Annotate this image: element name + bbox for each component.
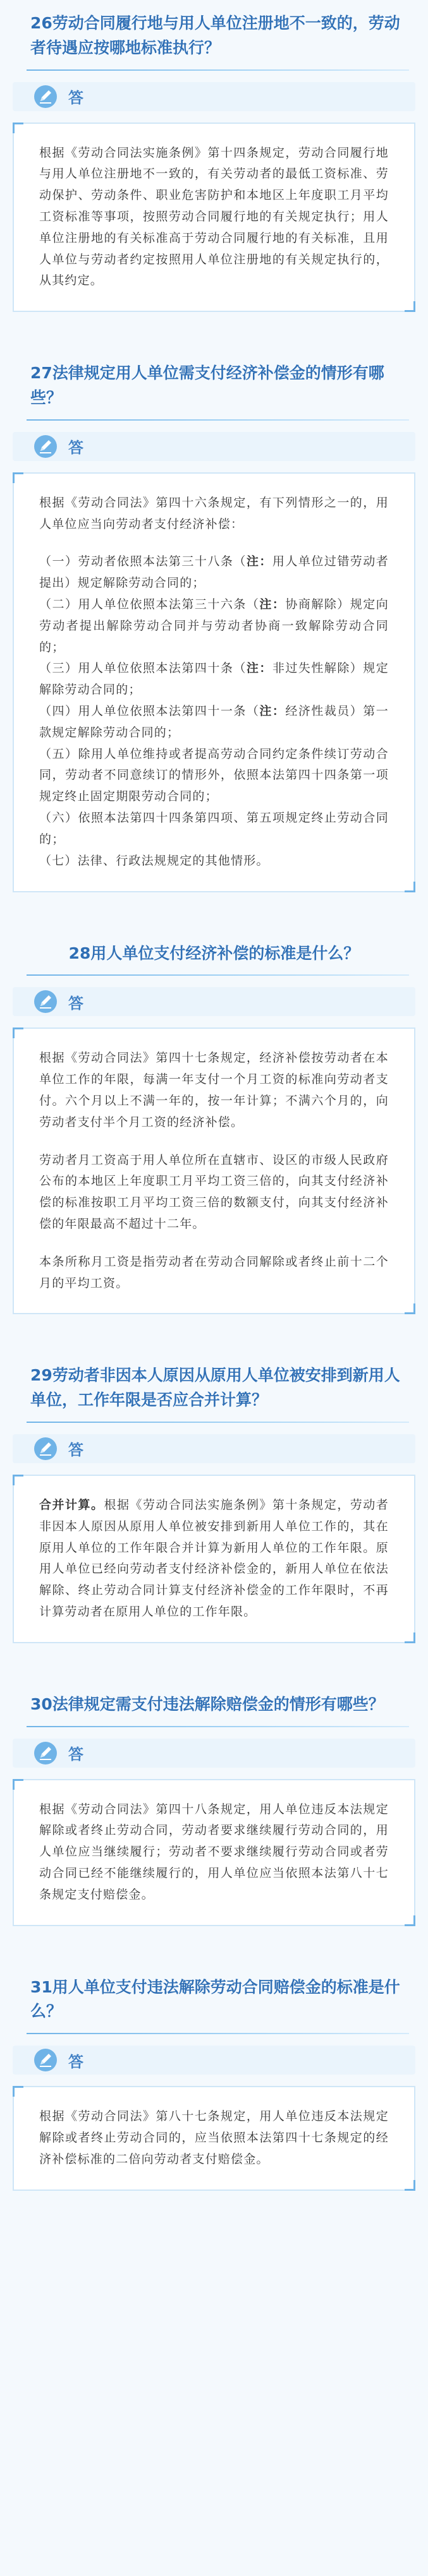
qa-section-29 (0, 1352, 428, 1643)
question-header (13, 930, 415, 976)
answer-content (13, 2086, 415, 2190)
answer-label: 答 (68, 994, 83, 1012)
question-header (13, 0, 415, 71)
answer-paragraph: 根据《劳动合同法》第四十八条规定，用人单位违反本法规定解除或者终止劳动合同，劳动者要求继续履行劳动合同的，用人单位应当继续履行；劳动者不要求继续履行劳动合同或者劳动合同已经不能继续履行的，用人单位应当依照本法第八十七条规定支付赔偿金。 (39, 1802, 389, 1902)
answer-header (13, 82, 415, 111)
qa-section-30 (0, 1681, 428, 1926)
pen-icon (33, 1740, 58, 1766)
title-underline (27, 2033, 409, 2034)
question-title: 30法律规定需支付违法解除赔偿金的情形有哪些？ (30, 1694, 384, 1713)
lead-bold: 合并计算。 (39, 1497, 104, 1512)
list-item: （四）用人单位依照本法第四十一条（注：经济性裁员）第一款规定解除劳动合同的； (39, 704, 389, 740)
answer-paragraph: 根据《劳动合同法》第八十七条规定，用人单位违反本法规定解除或者终止劳动合同的，应当依照本法第四十七条规定的经济补偿标准的二倍向劳动者支付赔偿金。 (39, 2109, 389, 2166)
answer-content (13, 1027, 415, 1314)
title-underline (27, 1726, 409, 1727)
answer-header (13, 987, 415, 1016)
qa-section-27 (0, 350, 428, 892)
title-underline (27, 974, 409, 976)
list-item: （三）用人单位依照本法第四十条（注：非过失性解除）规定解除劳动合同的； (39, 661, 389, 697)
answer-label: 答 (68, 1441, 83, 1459)
answer-label: 答 (68, 439, 83, 457)
question-header (13, 1964, 415, 2035)
answer-paragraph: 本条所称月工资是指劳动者在劳动合同解除或者终止前十二个月的平均工资。 (39, 1254, 389, 1290)
question-title: 29劳动者非因本人原因从原用人单位被安排到新用人单位，工作年限是否应合并计算？ (30, 1366, 400, 1410)
question-title: 27法律规定用人单位需支付经济补偿金的情形有哪些？ (30, 364, 384, 407)
title-underline (27, 419, 409, 421)
answer-header (13, 1434, 415, 1463)
question-header (13, 1352, 415, 1423)
answer-header (13, 1739, 415, 1768)
list-item: （二）用人单位依照本法第三十六条（注：协商解除）规定向劳动者提出解除劳动合同并与劳动者协商一致解除劳动合同的； (39, 597, 389, 654)
pen-icon (33, 2047, 58, 2073)
title-underline (27, 69, 409, 71)
answer-content (13, 1475, 415, 1643)
pen-icon (33, 434, 58, 459)
answer-label: 答 (68, 89, 83, 107)
qa-section-28 (0, 930, 428, 1315)
question-title: 26劳动合同履行地与用人单位注册地不一致的，劳动者待遇应按哪地标准执行？ (30, 14, 400, 57)
pen-icon (33, 1436, 58, 1461)
list-item: （一）劳动者依照本法第三十八条（注：用人单位过错劳动者提出）规定解除劳动合同的； (39, 554, 389, 590)
list-item: （六）依照本法第四十四条第四项、第五项规定终止劳动合同的； (39, 811, 389, 846)
list-item: （七）法律、行政法规规定的其他情形。 (39, 853, 269, 868)
question-title: 31用人单位支付违法解除劳动合同赔偿金的标准是什么？ (30, 1977, 400, 2021)
question-header (13, 1681, 415, 1727)
answer-header (13, 2046, 415, 2075)
qa-section-26 (0, 0, 428, 312)
list-item: （五）除用人单位维持或者提高劳动合同约定条件续订劳动合同，劳动者不同意续订的情形外，依照本法第四十四条第一项规定终止固定期限劳动合同的； (39, 746, 389, 804)
answer-paragraph: 合并计算。根据《劳动合同法实施条例》第十条规定，劳动者非因本人原因从原用人单位被安排到新用人单位工作的，其在原用人单位的工作年限合并计算为新用人单位的工作年限。原用人单位已经向劳动者支付经济补偿金的，新用人单位在依法解除、终止劳动合同计算支付经济补偿金的工作年限时，不再计算劳动者在原用人单位的工作年限。 (39, 1497, 389, 1619)
answer-paragraph: 根据《劳动合同法实施条例》第十四条规定，劳动合同履行地与用人单位注册地不一致的，有关劳动者的最低工资标准、劳动保护、劳动条件、职业危害防护和本地区上年度职工月平均工资标准等事项，按照劳动合同履行地的有关规定执行；用人单位注册地的有关标准高于劳动合同履行地的有关标准，且用人单位与劳动者约定按照用人单位注册地的有关规定执行的，从其约定。 (39, 145, 389, 288)
answer-label: 答 (68, 1746, 83, 1763)
pen-icon (33, 989, 58, 1014)
question-header (13, 350, 415, 421)
answer-content (13, 123, 415, 313)
pen-icon (33, 84, 58, 109)
qa-section-31 (0, 1964, 428, 2191)
question-title: 28用人单位支付经济补偿的标准是什么？ (68, 944, 360, 962)
answer-label: 答 (68, 2052, 83, 2071)
answer-header (13, 432, 415, 461)
answer-paragraph: 根据《劳动合同法》第四十七条规定，经济补偿按劳动者在本单位工作的年限，每满一年支付一个月工资的标准向劳动者支付。六个月以上不满一年的，按一年计算；不满六个月的，向劳动者支付半个月工资的经济补偿。 (39, 1051, 389, 1129)
title-underline (27, 1422, 409, 1423)
answer-content (13, 1779, 415, 1926)
answer-intro: 根据《劳动合同法》第四十六条规定，有下列情形之一的，用人单位应当向劳动者支付经济补偿： (39, 495, 389, 531)
answer-paragraph: 劳动者月工资高于用人单位所在直辖市、设区的市级人民政府公布的本地区上年度职工月平均工资三倍的，向其支付经济补偿的标准按职工月平均工资三倍的数额支付，向其支付经济补偿的年限最高不超过十二年。 (39, 1153, 389, 1231)
answer-content (13, 472, 415, 892)
